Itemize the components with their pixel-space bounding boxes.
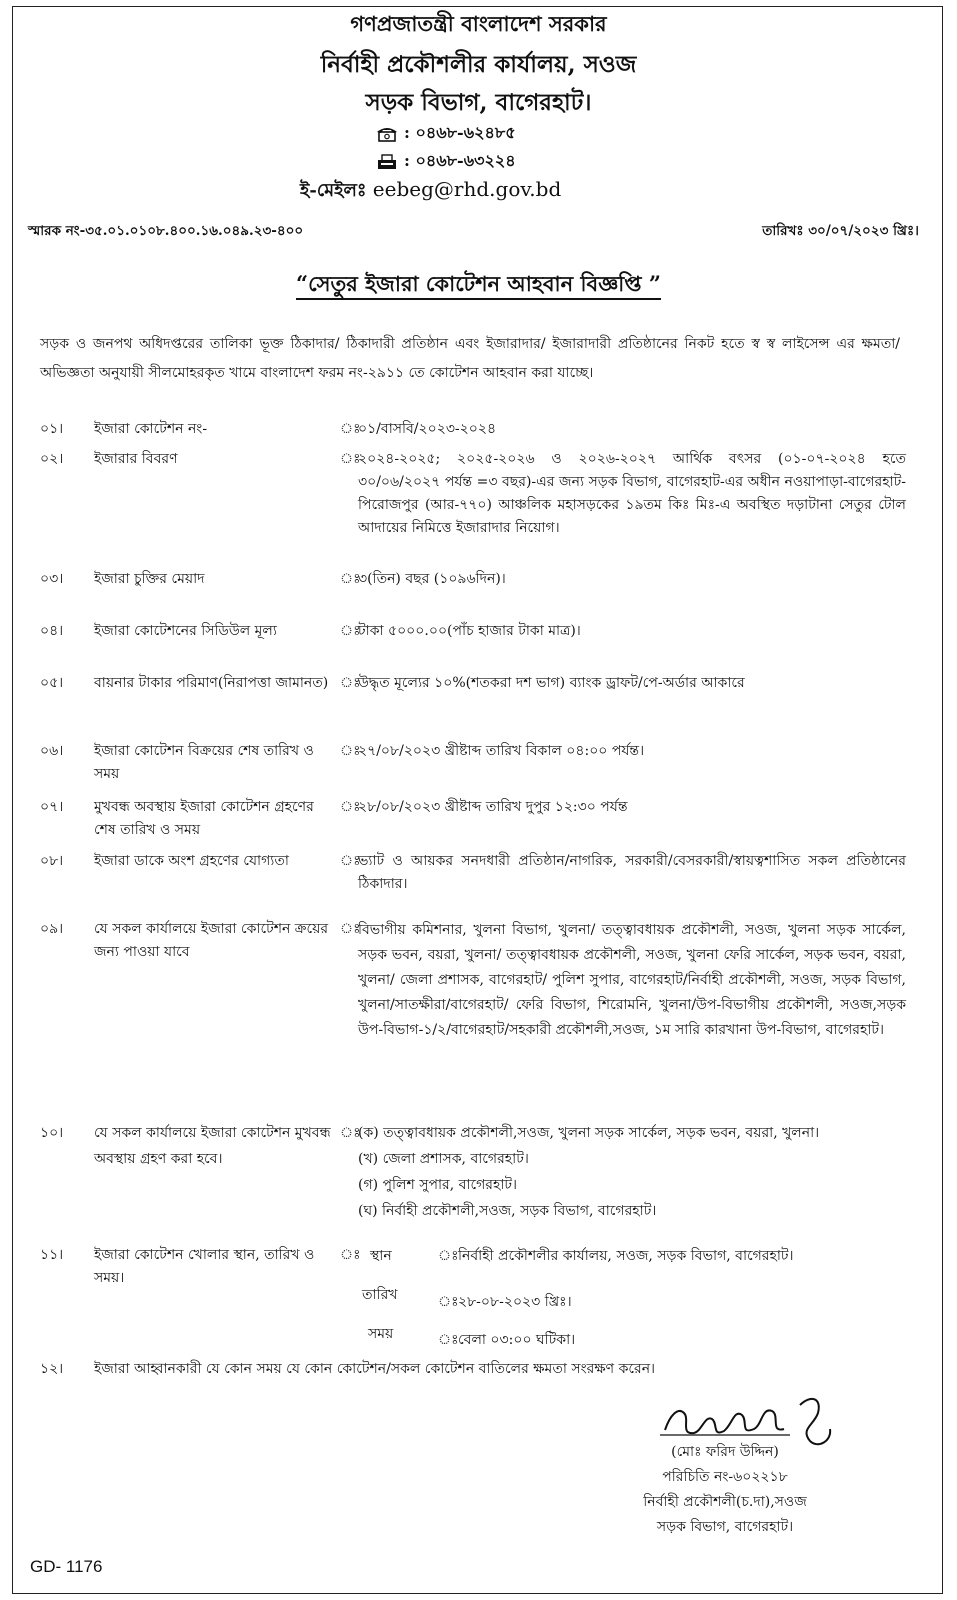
item-colon: ঃ xyxy=(340,743,361,759)
item-value: ২০২৪-২০২৫; ২০২৫-২০২৬ ও ২০২৬-২০২৭ আর্থিক বৎসর (০১-০৭-২০২৪ হতে ৩০/০৬/২০২৭ পর্যন্ত =৩ বছর)-এর জন্য সড়ক বিভাগ, বাগেরহাট-এর অধীন নওয়াপাড়া-বাগেরহাট-পিরোজপুর (আর-৭৭০) আঞ্চলিক মহাসড়কের ১৯তম কিঃ মিঃ-এ অবস্থিত দড়াটানা সেতুর টোল আদায়ের নিমিত্তে ইজারাদার নিয়োগ। xyxy=(358,451,906,536)
item-label: ইজারা ডাকে অংশ গ্রহণের যোগ্যতা xyxy=(94,853,289,869)
item-label: যে সকল কার্যালয়ে ইজারা কোটেশন ক্রয়ের জন্য পাওয়া যাবে xyxy=(94,921,329,960)
item-value: ভ্যাট ও আয়কর সনদধারী প্রতিষ্ঠান/নাগরিক, সরকারী/বেসরকারী/স্বায়ত্বশাসিত সকল প্রতিষ্ঠানের ঠিকাদার। xyxy=(358,853,906,892)
memo-number: স্মারক নং-৩৫.০১.০১০৮.৪০০.১৬.০৪৯.২৩-৪০০ xyxy=(28,223,304,239)
signatory-designation: নির্বাহী প্রকৌশলী(চ.দা),সওজ xyxy=(643,1494,807,1510)
item-value: ৩(তিন) বছর (১০৯৬দিন)। xyxy=(358,571,506,587)
item-value: টাকা ৫০০০.০০(পাঁচ হাজার টাকা মাত্র)। xyxy=(358,623,581,639)
item-number: ০৩। xyxy=(40,571,64,587)
govt-title: গণপ্রজাতন্ত্রী বাংলাদেশ সরকার xyxy=(350,11,607,36)
signatory-office: সড়ক বিভাগ, বাগেরহাট। xyxy=(656,1519,794,1535)
signature-block xyxy=(600,1440,850,1540)
office-title: নির্বাহী প্রকৌশলীর কার্যালয়, সওজ xyxy=(320,51,637,78)
item-colon: ঃ xyxy=(340,921,361,937)
item-number: ০৫। xyxy=(40,675,64,691)
item-colon: ঃ xyxy=(340,421,361,437)
notice-title xyxy=(0,268,957,303)
gd-code: GD- 1176 xyxy=(30,1557,103,1576)
item-label: ইজারা আহ্বানকারী যে কোন সময় যে কোন কোটেশন/সকল কোটেশন বাতিলের ক্ষমতা সংরক্ষণ করেন। xyxy=(94,1361,656,1377)
item-label: ইজারার বিবরণ xyxy=(94,451,178,467)
item-number: ১১। xyxy=(40,1247,64,1263)
item-number: ০৮। xyxy=(40,853,64,869)
opening-date-key: তারিখ xyxy=(362,1287,398,1303)
item-value: উদ্ধৃত মূল্যের ১০%(শতকরা দশ ভাগ) ব্যাংক ড্রাফট/পে-অর্ডার আকারে xyxy=(358,675,745,691)
item-colon: ঃ xyxy=(340,571,361,587)
opening-date-value: ২৮-০৮-২০২৩ খ্রিঃ। xyxy=(458,1294,572,1310)
fax-number: : ০৪৬৮-৬৩২২৪ xyxy=(404,151,516,170)
item-colon: ঃ xyxy=(340,1247,361,1263)
division-title: সড়ক বিভাগ, বাগেরহাট। xyxy=(365,89,592,116)
opening-place-value: নির্বাহী প্রকৌশলীর কার্যালয়, সওজ, সড়ক বিভাগ, বাগেরহাট। xyxy=(458,1248,794,1264)
phone-number: : ০৪৬৮-৬২৪৮৫ xyxy=(404,123,516,142)
item-label: ইজারা কোটেশন বিক্রয়ের শেষ তারিখ ও সময় xyxy=(94,743,314,782)
notice-date: তারিখঃ ৩০/০৭/২০২৩ খ্রিঃ। xyxy=(762,223,919,239)
item-label: মুখবন্ধ অবস্থায় ইজারা কোটেশন গ্রহণের শেষ তারিখ ও সময় xyxy=(94,799,314,838)
item-colon: ঃ xyxy=(340,675,361,691)
item-number: ১২। xyxy=(40,1361,64,1377)
email-line xyxy=(300,176,561,207)
item-label: ইজারা চুক্তির মেয়াদ xyxy=(94,571,205,587)
intro-paragraph: সড়ক ও জনপথ অধিদপ্তরের তালিকা ভূক্ত ঠিকাদার/ ঠিকাদারী প্রতিষ্ঠান এবং ইজারাদার/ ইজারাদারী প্রতিষ্ঠানের নিকট হতে স্ব স্ব লাইসেন্স এর ক্ষমতা/ অভিজ্ঞতা অনুযায়ী সীলমোহরকৃত খামে বাংলাদেশ ফরম নং-২৯১১ তে কোটেশন আহবান করা যাচ্ছে। xyxy=(40,336,900,381)
opening-place-key: স্থান xyxy=(370,1248,392,1264)
item-colon: ঃ xyxy=(340,799,361,815)
fax-icon xyxy=(376,154,398,170)
item-colon: ঃ xyxy=(340,853,361,869)
signatory-name: (মোঃ ফরিদ উদ্দিন) xyxy=(671,1444,779,1460)
item-label: ইজারা কোটেশন খোলার স্থান, তারিখ ও সময়। xyxy=(94,1247,315,1286)
item-value: ০১/বাসবি/২০২৩-২০২৪ xyxy=(358,421,497,437)
item-label: ইজারা কোটেশন নং- xyxy=(94,421,208,437)
opening-time-key: সময় xyxy=(368,1326,394,1342)
opening-date-colon: ঃ xyxy=(438,1294,459,1310)
item-colon: ঃ xyxy=(340,1125,361,1141)
item-value: বিভাগীয় কমিশনার, খুলনা বিভাগ, খুলনা/ তত্ত্বাবধায়ক প্রকৌশলী, সওজ, খুলনা সড়ক সার্কেল, সড়ক ভবন, বয়রা, খুলনা/ তত্ত্বাবধায়ক প্রকৌশলী, সওজ, খুলনা ফেরি সার্কেল, সড়ক ভবন, বয়রা, খুলনা/ জেলা প্রশাসক, বাগেরহাট/ পুলিশ সুপার, বাগেরহাট/নির্বাহী প্রকৌশলী, সওজ, সড়ক বিভাগ, খুলনা/সাতক্ষীরা/বাগেরহাট/ ফেরি বিভাগ, শিরোমনি, খুলনা/উপ-বিভাগীয় প্রকৌশলী, সওজ,সড়ক উপ-বিভাগ-১/২/বাগেরহাট/সহকারী প্রকৌশলী,সওজ, ১ম সারি কারখানা উপ-বিভাগ, বাগেরহাট। xyxy=(358,922,906,1038)
item-value-list xyxy=(358,1120,906,1224)
item-label: যে সকল কার্যালয়ে ইজারা কোটেশন মুখবন্ধ অবস্থায় গ্রহণ করা হবে। xyxy=(94,1125,331,1167)
item-number: ০১। xyxy=(40,421,64,437)
item-number: ১০। xyxy=(40,1125,64,1141)
signatory-id: পরিচিতি নং-৬০২২১৮ xyxy=(662,1469,788,1485)
item-label: ইজারা কোটেশনের সিডিউল মূল্য xyxy=(94,623,277,639)
item-number: ০৯। xyxy=(40,921,64,937)
office-line: (ক) তত্ত্বাবধায়ক প্রকৌশলী,সওজ, খুলনা সড়ক সার্কেল, সড়ক ভবন, বয়রা, খুলনা। xyxy=(358,1125,820,1141)
phone-line xyxy=(376,120,516,147)
email-address: eebeg@rhd.gov.bd xyxy=(372,177,562,201)
opening-place-colon: ঃ xyxy=(438,1248,459,1264)
notice-title-text: “সেতুর ইজারা কোটেশন আহবান বিজ্ঞপ্তি ” xyxy=(296,271,661,300)
item-number: ০৭। xyxy=(40,799,64,815)
item-colon: ঃ xyxy=(340,451,361,467)
email-label: ই-মেইলঃ xyxy=(300,180,367,201)
opening-time-colon: ঃ xyxy=(438,1332,459,1348)
office-line: (ঘ) নির্বাহী প্রকৌশলী,সওজ, সড়ক বিভাগ, বাগেরহাট। xyxy=(358,1203,657,1219)
item-value: ২৮/০৮/২০২৩ খ্রীষ্টাব্দ তারিখ দুপুর ১২:৩০ পর্যন্ত xyxy=(358,799,628,815)
office-line: (গ) পুলিশ সুপার, বাগেরহাট। xyxy=(358,1177,518,1193)
item-number: ০৪। xyxy=(40,623,64,639)
item-label: বায়নার টাকার পরিমাণ(নিরাপত্তা জামানত) xyxy=(94,675,329,691)
item-number: ০২। xyxy=(40,451,64,467)
opening-time-value: বেলা ০৩:০০ ঘটিকা। xyxy=(458,1332,576,1348)
item-number: ০৬। xyxy=(40,743,64,759)
item-colon: ঃ xyxy=(340,623,361,639)
telephone-icon xyxy=(376,126,398,142)
fax-line xyxy=(376,148,516,175)
office-line: (খ) জেলা প্রশাসক, বাগেরহাট। xyxy=(358,1151,529,1167)
item-value: ২৭/০৮/২০২৩ খ্রীষ্টাব্দ তারিখ বিকাল ০৪:০০ পর্যন্ত। xyxy=(358,743,645,759)
